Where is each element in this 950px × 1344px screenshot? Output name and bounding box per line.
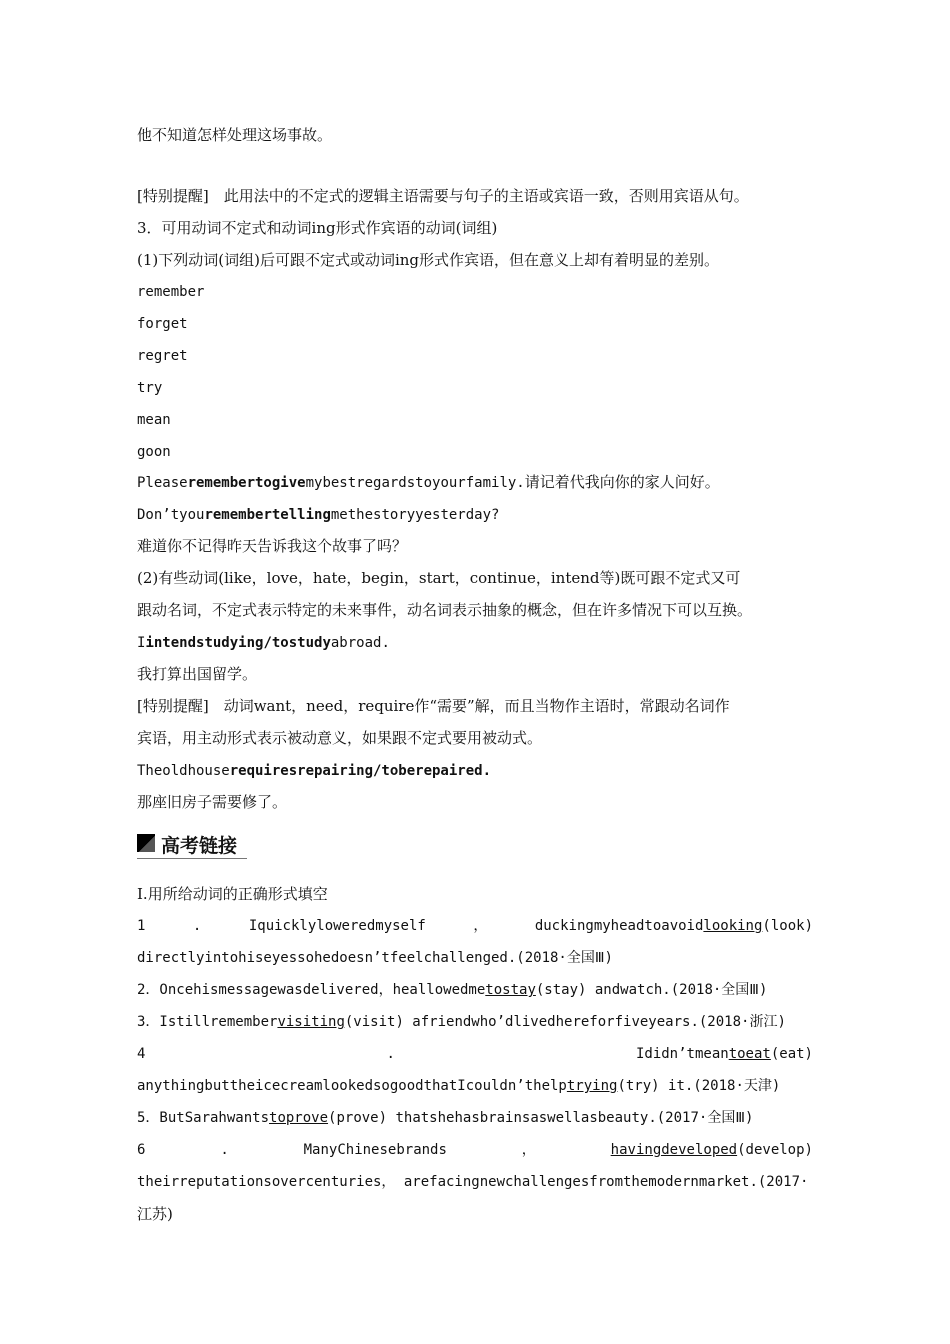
question-6-line1 <box>137 1140 813 1160</box>
question-4-line2 <box>137 1076 813 1096</box>
question-4-answer: toeat <box>728 1046 771 1062</box>
example-3-translation: 我打算出国留学。 <box>137 665 258 683</box>
question-4-line1 <box>137 1044 813 1064</box>
example-4-translation: 那座旧房子需要修了。 <box>137 793 288 811</box>
question-4-line2-post: (try) it.(2018·天津) <box>617 1078 781 1094</box>
question-5 <box>137 1108 813 1128</box>
section-header-title: 高考链接 <box>161 835 238 857</box>
question-6-part1: ManyChinesebrands <box>303 1142 447 1158</box>
example-1 <box>137 472 813 493</box>
example-2-pre: Don’tyou <box>137 507 205 523</box>
question-1-line2: directlyintohiseyessohedoesn’tfeelchallenged.(2018·全国Ⅲ) <box>137 950 613 966</box>
question-1-line1 <box>137 916 813 936</box>
example-2 <box>137 504 813 525</box>
question-4-pre: Ididn’tmean <box>635 1046 729 1062</box>
special-note-2-line1: [特别提醒] 动词want，need，require作“需要”解，而且当物作主语时，常跟动名词作 <box>137 697 730 715</box>
section-3-sub2-line1: (2)有些动词(like，love，hate，begin，start，continue，intend等)既可跟不定式又可 <box>137 569 741 587</box>
question-4-line2-answer: trying <box>566 1078 618 1094</box>
verb-forget: forget <box>137 316 188 332</box>
example-2-translation: 难道你不记得昨天告诉我这个故事了吗？ <box>137 537 408 555</box>
question-3 <box>137 1012 813 1032</box>
example-4-bold: requiresrepairing/toberepaired. <box>229 763 492 779</box>
example-3-bold: intendstudying/tostudy <box>145 635 331 651</box>
question-1-number: 1 <box>137 918 146 934</box>
question-4-dot: . <box>386 1046 395 1062</box>
example-2-post: methestoryyesterday? <box>330 507 500 523</box>
section-3-sub2-line2: 跟动名词，不定式表示特定的未来事件，动名词表示抽象的概念，但在许多情况下可以互换。 <box>137 601 753 619</box>
question-5-pre: 5．ButSarahwants <box>137 1110 270 1126</box>
question-6-comma: ， <box>521 1142 536 1158</box>
question-1-answer: looking <box>703 918 763 934</box>
verb-try: try <box>137 380 163 396</box>
question-4-part <box>636 1044 813 1064</box>
question-4-number: 4 <box>137 1046 146 1062</box>
question-6-line3: 江苏) <box>137 1205 173 1223</box>
question-1-hint: (look) <box>762 918 813 934</box>
question-3-pre: 3．Istillremember <box>137 1014 278 1030</box>
exercise-title: Ⅰ.用所给动词的正确形式填空 <box>137 885 328 903</box>
question-6-answer: havingdeveloped <box>610 1142 738 1158</box>
special-note-2-line2: 宾语，用主动形式表示被动意义，如果跟不定式要用被动式。 <box>137 729 543 747</box>
question-6-dot: . <box>220 1142 229 1158</box>
section-3-sub1: (1)下列动词(词组)后可跟不定式或动词ing形式作宾语，但在意义上却有着明显的差别。 <box>137 251 720 269</box>
example-3-post: abroad. <box>330 635 390 651</box>
question-2 <box>137 980 813 1000</box>
example-3 <box>137 632 813 653</box>
question-5-post: (prove) thatshehasbrainsaswellasbeauty.(2017·全国Ⅲ) <box>328 1110 754 1126</box>
text-line: 他不知道怎样处理这场事故。 <box>137 126 333 144</box>
verb-goon: goon <box>137 444 171 460</box>
section-header <box>137 830 247 859</box>
verb-mean: mean <box>137 412 171 428</box>
example-1-bold: remembertogive <box>187 475 306 491</box>
question-2-pre: 2．Oncehismessagewasdelivered，heallowedme <box>137 982 486 998</box>
question-1-pre: duckingmyheadtoavoid <box>534 918 704 934</box>
question-1-part2 <box>535 916 813 936</box>
example-2-bold: remembertelling <box>204 507 331 523</box>
example-4-pre: Theoldhouse <box>137 763 230 779</box>
question-6-line2: theirreputationsovercenturies， arefacingnewchallengesfromthemodernmarket.(2017· <box>137 1174 809 1190</box>
question-6-hint: (develop) <box>737 1142 813 1158</box>
question-4-line2-pre: anythingbuttheicecreamlookedsogoodthatIcouldn’thelp <box>137 1078 567 1094</box>
section-3-title: 3．可用动词不定式和动词ing形式作宾语的动词(词组) <box>137 219 498 237</box>
example-1-cn: 请记着代我向你的家人问好。 <box>524 473 720 491</box>
question-1-comma: ， <box>473 918 488 934</box>
question-1-part1: Iquicklyloweredmyself <box>248 918 426 934</box>
question-5-answer: toprove <box>269 1110 329 1126</box>
question-6-number: 6 <box>137 1142 146 1158</box>
section-square-icon <box>137 834 155 852</box>
example-1-post: mybestregardstoyourfamily. <box>305 475 525 491</box>
question-2-answer: tostay <box>485 982 536 998</box>
question-2-post: (stay) andwatch.(2018·全国Ⅲ) <box>535 982 768 998</box>
example-4 <box>137 760 813 781</box>
question-4-hint: (eat) <box>770 1046 813 1062</box>
verb-regret: regret <box>137 348 188 364</box>
verb-remember: remember <box>137 284 205 300</box>
question-6-part2 <box>611 1140 813 1160</box>
question-3-post: (visit) afriendwho’dlivedhereforfiveyears.(2018·浙江) <box>344 1014 786 1030</box>
example-3-pre: I <box>137 635 146 651</box>
example-1-pre: Please <box>137 475 188 491</box>
question-3-answer: visiting <box>277 1014 345 1030</box>
special-note-1: [特别提醒] 此用法中的不定式的逻辑主语需要与句子的主语或宾语一致，否则用宾语从句。 <box>137 187 749 205</box>
question-1-dot: . <box>192 918 202 934</box>
